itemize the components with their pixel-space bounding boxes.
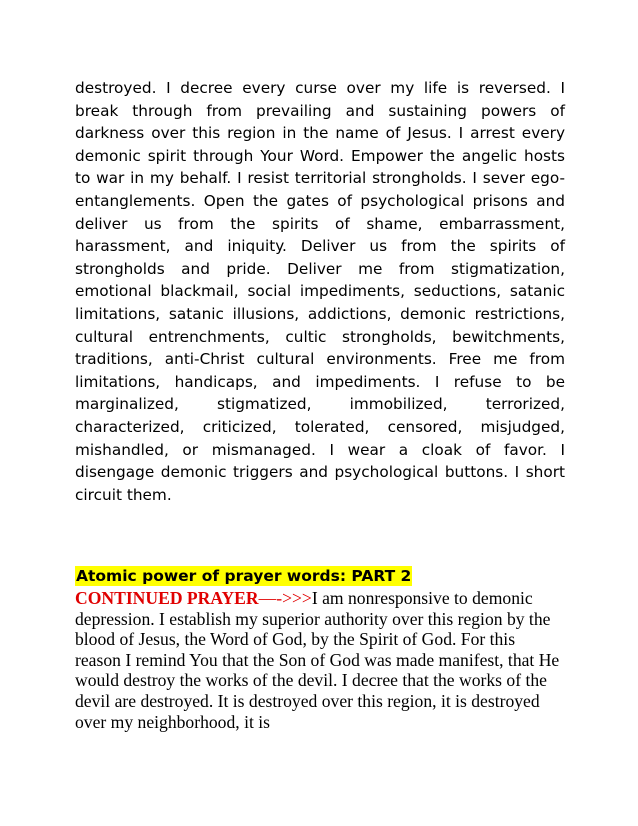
body-paragraph-2: [75, 588, 565, 732]
body-paragraph-1: destroyed. I decree every curse over my life is reversed. I break through from prevailing and sustaining powers of darkness over this region in the name of Jesus. I arrest every demonic spirit through Your Word. Empower the angelic hosts to war in my behalf. I resist territorial strongholds. I sever ego-entanglements. Open the gates of psychological prisons and deliver us from the spirits of shame, embarrassment, harassment, and iniquity. Deliver us from the spirits of strongholds and pride. Deliver me from stigmatization, emotional blackmail, social impediments, seductions, satanic limitations, satanic illusions, addictions, demonic restrictions, cultural entrenchments, cultic strongholds, bewitchments, traditions, anti-Christ cultural environments. Free me from limitations, handicaps, and impediments. I refuse to be marginalized, stigmatized, immobilized, terrorized, characterized, criticized, tolerated, censored, misjudged, mishandled, or mismanaged. I wear a cloak of favor. I disengage demonic triggers and psychological buttons. I short circuit them.: [75, 79, 565, 504]
continued-prayer-label: CONTINUED PRAYER: [75, 588, 259, 608]
section-heading: Atomic power of prayer words: PART 2: [76, 567, 412, 585]
continued-arrow: —->>>: [258, 588, 312, 608]
body-paragraph-2-text: I am nonresponsive to demonic depression. I establish my superior authority over this region by the blood of Jesus, the Word of God, by the Spirit of God. For this reason I remind You that the Son of God was made manifest, that He would destroy the works of the devil. I decree that the works of the devil are destroyed. It is destroyed over this region, it is destroyed over my neighborhood, it is: [75, 588, 560, 732]
